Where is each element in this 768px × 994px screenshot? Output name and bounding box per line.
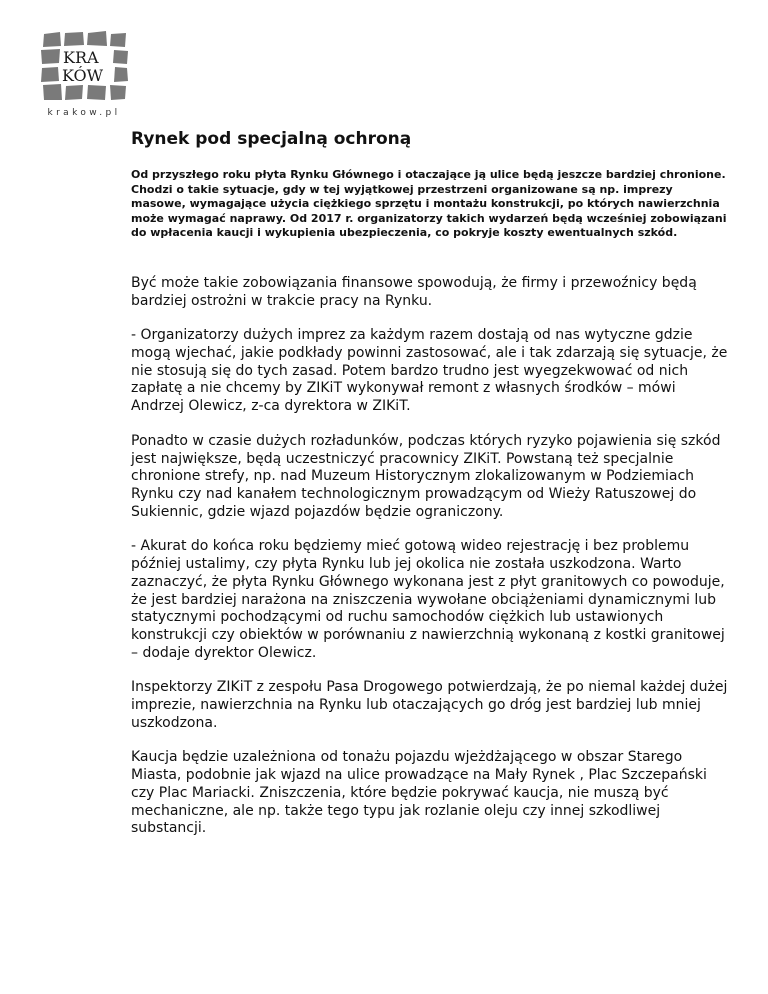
logo-caption: krakow.pl	[47, 108, 121, 118]
article-paragraph: Być może takie zobowiązania finansowe spowodują, że firmy i przewoźnicy będą bardziej ostrożni w trakcie pracy na Rynku.	[131, 274, 697, 309]
article-paragraph: Kaucja będzie uzależniona od tonażu pojazdu wjeżdżającego w obszar Starego Miasta, podobnie jak wjazd na ulice prowadzące na Mały Rynek , Plac Szczepański czy Plac Mariacki. Zniszczenia, które będzie pokrywać kaucja, nie muszą być mechaniczne, ale np. także tego typu jak rozlanie oleju czy innej szkodliwej substancji.	[131, 749, 707, 837]
article-title: Rynek pod specjalną ochroną	[131, 129, 412, 149]
article-paragraph: - Akurat do końca roku będziemy mieć gotową wideo rejestrację i bez problemu później ustalimy, czy płyta Rynku lub jej okolica nie została uszkodzona. Warto zaznaczyć, że płyta Rynku Głównego wykonana jest z płyt granitowych co powoduje, że jest bardziej narażona na zniszczenia wywołane obciążeniami dynamicznymi lub statycznymi pochodzącymi od ruchu samochodów ciężkich lub ustawionych konstrukcji czy obiektów w porównaniu z nawierzchnią wykonaną z kostki granitowej – dodaje dyrektor Olewicz.	[131, 538, 725, 661]
logo-letters-top: KRA	[63, 48, 99, 67]
krakow-logo	[38, 28, 130, 122]
article-paragraph: Ponadto w czasie dużych rozładunków, podczas których ryzyko pojawienia się szkód jest największe, będą uczestniczyć pracownicy ZIKiT. Powstaną też specjalnie chronione strefy, np. nad Muzeum Historycznym zlokalizowanym w Podziemiach Rynku czy nad kanałem technologicznym prowadzącym od Wieży Ratuszowej do Sukiennic, gdzie wjazd pojazdów będzie ograniczony.	[131, 432, 721, 520]
article-paragraph: - Organizatorzy dużych imprez za każdym razem dostają od nas wytyczne gdzie mogą wjechać, jakie podkłady powinni zastosować, ale i tak zdarzają się sytuacje, że nie stosują się do tych zasad. Potem bardzo trudno jest wyegzekwować od nich zapłatę a nie chcemy by ZIKiT wykonywał remont z własnych środków – mówi Andrzej Olewicz, z-ca dyrektora w ZIKiT.	[131, 327, 728, 415]
logo-letters-bottom: KÓW	[62, 66, 104, 85]
krakow-logo-mark	[38, 28, 130, 108]
article-lead: Od przyszłego roku płyta Rynku Głównego i otaczające ją ulice będą jeszcze bardziej chronione. Chodzi o takie sytuacje, gdy w tej wyjątkowej przestrzeni organizowane są np. imprezy masowe, wymagające użycia ciężkiego sprzętu i montażu konstrukcji, po których nawierzchnia może wymagać naprawy. Od 2017 r. organizatorzy takich wydarzeń będą wcześniej zobowiązani do wpłacenia kaucji i wykupienia ubezpieczenia, co pokryje koszty ewentualnych szkód.	[131, 168, 727, 240]
article	[131, 128, 731, 855]
article-paragraph: Inspektorzy ZIKiT z zespołu Pasa Drogowego potwierdzają, że po niemal każdej dużej imprezie, nawierzchnia na Rynku lub otaczających go dróg jest bardziej lub mniej uszkodzona.	[131, 679, 728, 731]
